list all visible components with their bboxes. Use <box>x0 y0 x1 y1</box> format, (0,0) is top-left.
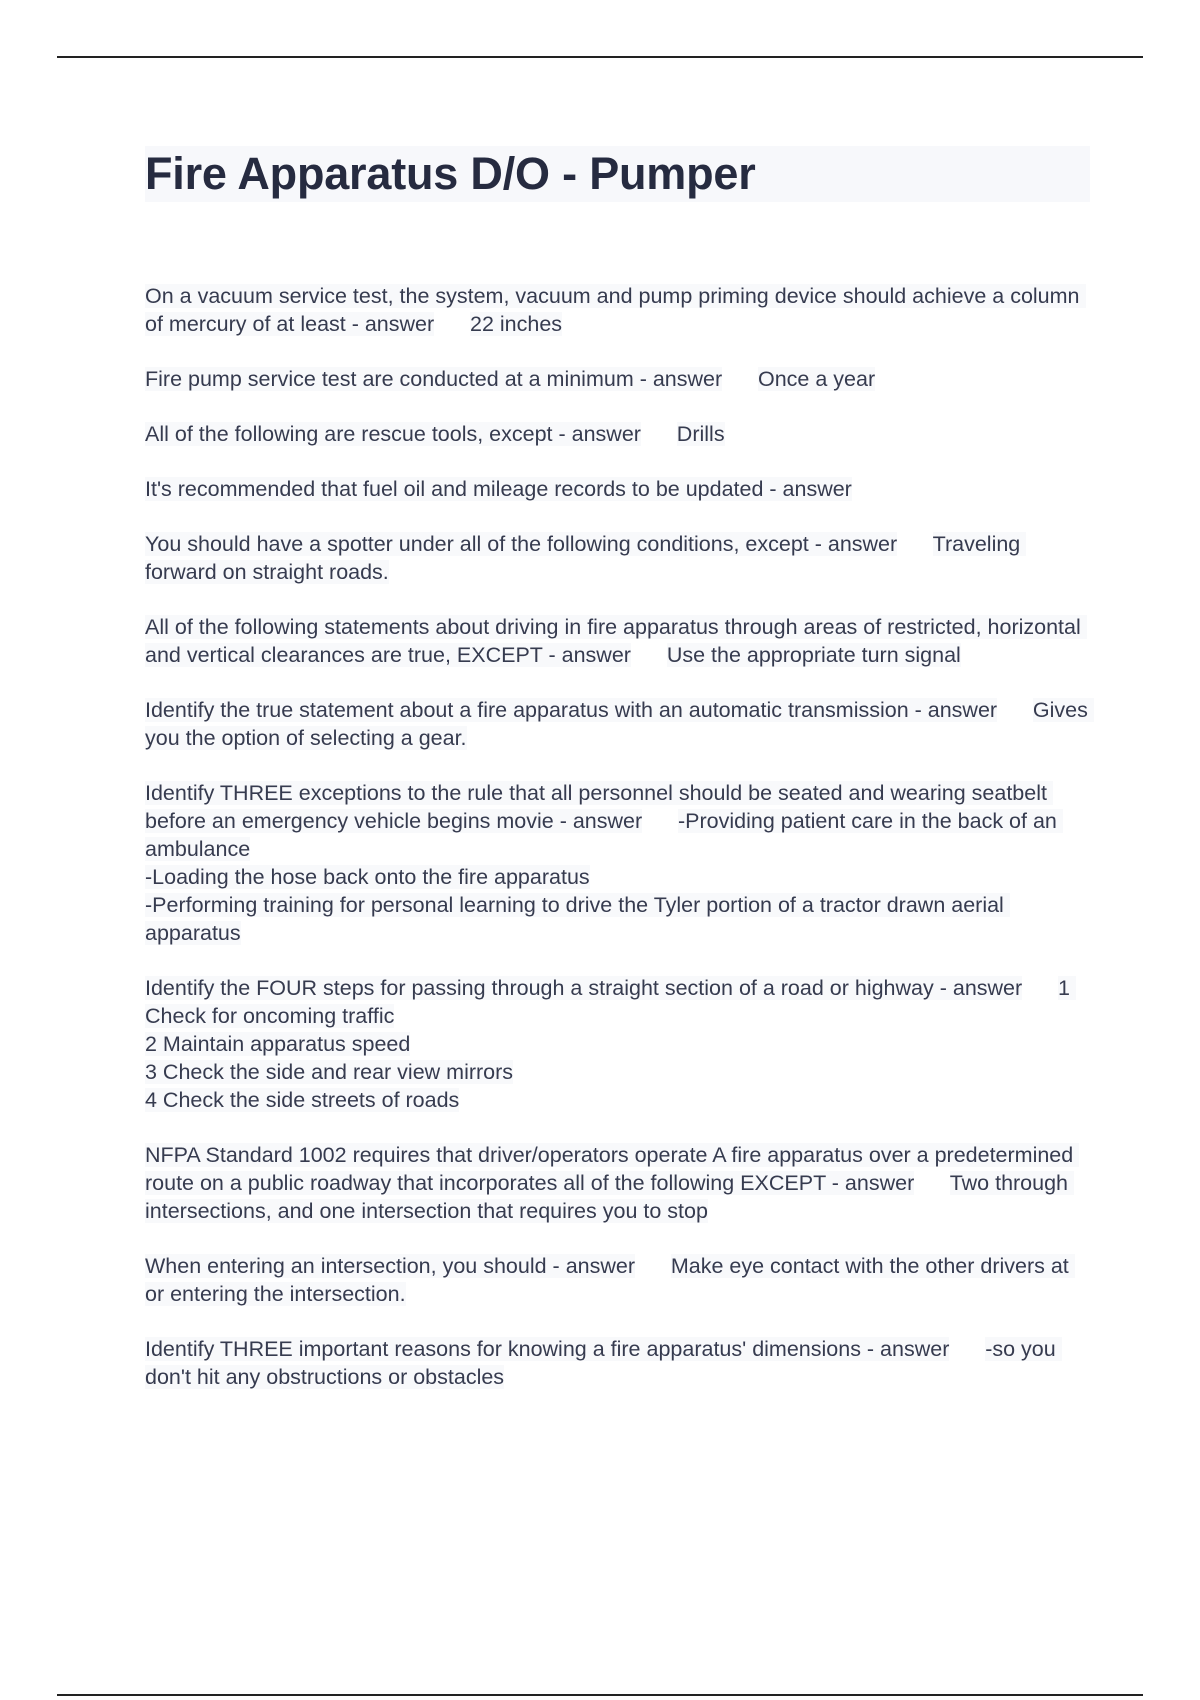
answer-text: Use the appropriate turn signal <box>666 643 961 667</box>
answer-text: Once a year <box>757 367 876 391</box>
answer-text: -so you don't hit any obstructions or obstacles <box>145 1337 1062 1389</box>
question-text: Fire pump service test are conducted at a minimum - answer <box>145 367 723 391</box>
question-text: All of the following statements about driving in fire apparatus through areas of restricted, horizontal and vertical clearances are true, EXCEPT - answer <box>145 615 1087 667</box>
question-text: All of the following are rescue tools, except - answer <box>145 422 641 446</box>
answer-text: Gives you the option of selecting a gear. <box>145 698 1094 750</box>
question-text: Identify the FOUR steps for passing through a straight section of a road or highway - answer <box>145 976 1023 1000</box>
top-rule <box>57 56 1143 58</box>
answer-text: Drills <box>676 422 725 446</box>
question-text: Identify the true statement about a fire apparatus with an automatic transmission - answer <box>145 698 998 722</box>
question-text: Identify THREE exceptions to the rule that all personnel should be seated and wearing seatbelt before an emergency vehicle begins movie - answer <box>145 781 1053 833</box>
answer-text: Two through intersections, and one intersection that requires you to stop <box>145 1171 1074 1223</box>
page-title: Fire Apparatus D/O - Pumper <box>145 146 1090 202</box>
qa-item <box>145 420 1090 448</box>
qa-item <box>145 779 1090 947</box>
qa-item <box>145 696 1094 752</box>
qa-list <box>145 282 1094 1418</box>
qa-item <box>145 530 1090 586</box>
answer-text: Make eye contact with the other drivers at or entering the intersection. <box>145 1254 1075 1306</box>
question-text: On a vacuum service test, the system, vacuum and pump priming device should achieve a column of mercury of at least - answer <box>145 284 1086 336</box>
answer-text: 1 Check for oncoming traffic 2 Maintain apparatus speed 3 Check the side and rear view mirrors 4 Check the side streets of roads <box>145 976 1076 1112</box>
qa-item <box>145 475 1090 503</box>
qa-item <box>145 1252 1090 1308</box>
question-text: NFPA Standard 1002 requires that driver/operators operate A fire apparatus over a predetermined route on a public roadway that incorporates all of the following EXCEPT - answer <box>145 1143 1080 1195</box>
qa-item <box>145 365 1090 393</box>
qa-item <box>145 1141 1090 1225</box>
question-text: When entering an intersection, you should - answer <box>145 1254 635 1278</box>
qa-item <box>145 613 1090 669</box>
qa-item <box>145 974 1090 1114</box>
answer-text: Traveling forward on straight roads. <box>145 532 1027 584</box>
answer-text: -Providing patient care in the back of an ambulance -Loading the hose back onto the fire apparatus -Performing training for personal learning to drive the Tyler portion of a tractor drawn aerial apparatus <box>145 809 1063 945</box>
qa-item <box>145 282 1090 338</box>
question-text: You should have a spotter under all of the following conditions, except - answer <box>145 532 898 556</box>
question-text: It's recommended that fuel oil and mileage records to be updated - answer <box>145 477 852 501</box>
answer-text: 22 inches <box>470 312 563 336</box>
bottom-rule <box>57 1694 1143 1696</box>
question-text: Identify THREE important reasons for knowing a fire apparatus' dimensions - answer <box>145 1337 950 1361</box>
qa-item <box>145 1335 1090 1391</box>
